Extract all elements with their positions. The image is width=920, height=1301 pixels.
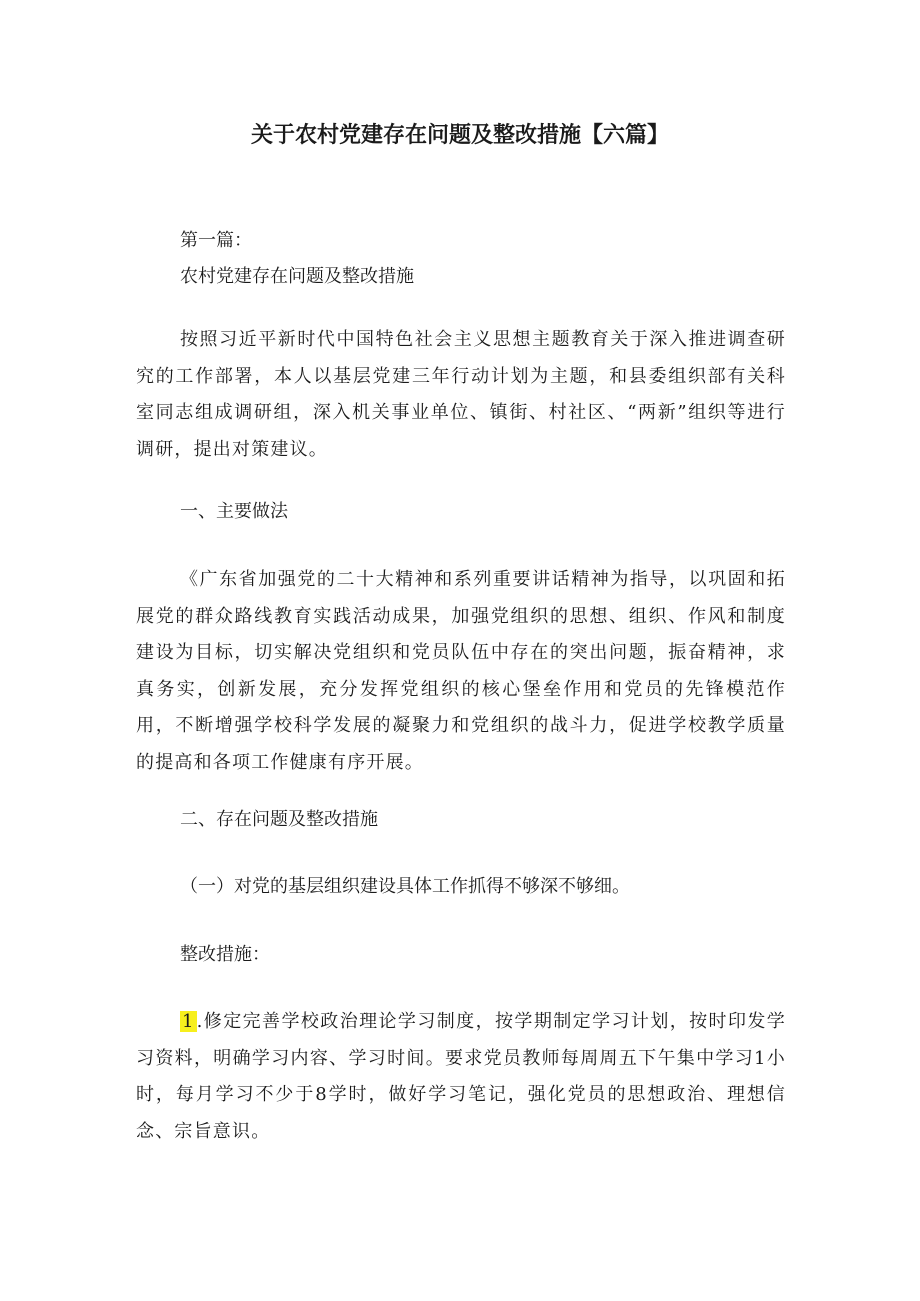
practices-paragraph: 《广东省加强党的二十大精神和系列重要讲话精神为指导，以巩固和拓展党的群众路线教育实践活动成果，加强党组织的思想、组织、作风和制度建设为目标，切实解决党组织和党员队伍中存在的突出问题，振奋精神，求真务实，创新发展，充分发挥党组织的核心堡垒作用和党员的先锋模范作用，不断增强学校科学发展的凝聚力和党组织的战斗力，促进学校教学质量的提高和各项工作健康有序开展。 <box>136 569 786 773</box>
problem-item-1: （一）对党的基层组织建设具体工作抓得不够深不够细。 <box>180 876 630 897</box>
heading-main-practices: 一、主要做法 <box>180 501 288 522</box>
intro-paragraph: 按照习近平新时代中国特色社会主义思想主题教育关于深入推进调查研究的工作部署，本人以基层党建三年行动计划为主题，和县委组织部有关科室同志组成调研组，深入机关事业单位、镇街、村社区、“两新”组织等进行调研，提出对策建议。 <box>136 329 786 460</box>
document-title: 关于农村党建存在问题及整改措施【六篇】 <box>250 123 669 148</box>
highlighted-number: 1 <box>182 1011 195 1032</box>
section-label: 第一篇： <box>180 230 252 251</box>
measures-label: 整改措施： <box>180 944 270 965</box>
measure-item-1-text: .修定完善学校政治理论学习制度，按学期制定学习计划，按时印发学习资料，明确学习内容、学习时间。要求党员教师每周周五下午集中学习1小时，每月学习不少于8学时，做好学习笔记，强化党员的思想政治、理想信念、宗旨意识。 <box>136 1011 786 1142</box>
measure-item-1 <box>136 1004 786 1150</box>
section-title: 农村党建存在问题及整改措施 <box>180 266 414 287</box>
heading-problems-measures: 二、存在问题及整改措施 <box>180 809 378 830</box>
